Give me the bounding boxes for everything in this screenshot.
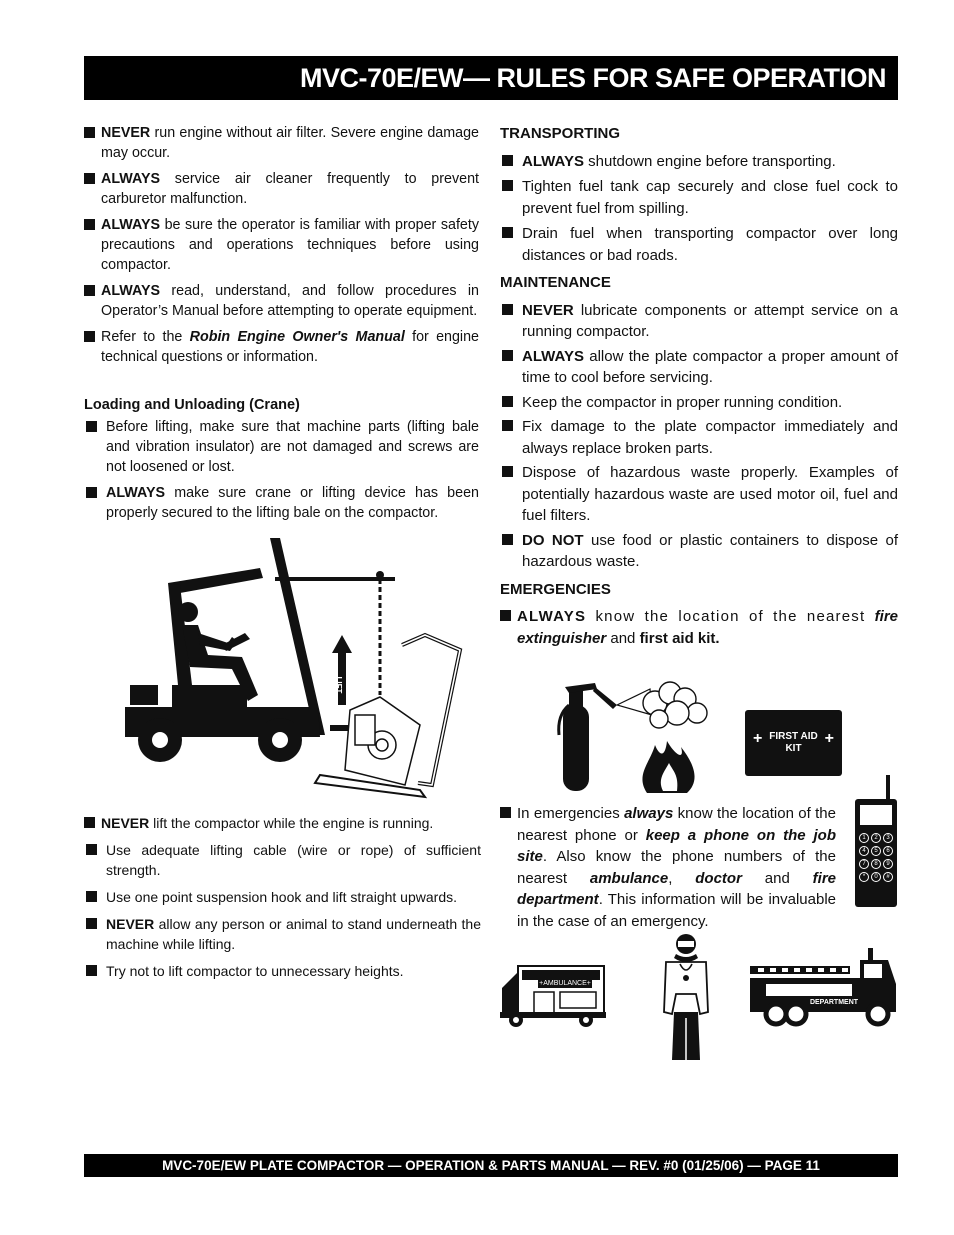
phone-key: 8 [871, 859, 881, 869]
phone-key: 6 [883, 846, 893, 856]
bullet-icon [84, 219, 95, 230]
fire-extinguisher-icon [555, 675, 720, 795]
page-title-banner: MVC-70E/EW— RULES FOR SAFE OPERATION [84, 56, 898, 100]
bullet-icon [502, 466, 513, 477]
bullet-icon [500, 610, 511, 621]
lifting-rules-list [84, 813, 481, 987]
fire-label-2: DEPARTMENT [809, 999, 859, 1006]
list-item: ALWAYS be sure the operator is familiar with proper safety precautions and operations techniques before using compactor. [84, 215, 479, 275]
list-item: ALWAYS make sure crane or lifting device has been properly secured to the lifting bale on the compactor. [84, 483, 479, 523]
phone-key: 7 [859, 859, 869, 869]
list-item: NEVER lift the compactor while the engine is running. [84, 813, 481, 833]
doctor-icon [660, 932, 712, 1064]
transporting-heading: TRANSPORTING [500, 125, 620, 142]
bullet-icon [86, 487, 97, 498]
list-item: Use one point suspension hook and lift straight upwards. [84, 887, 481, 907]
bullet-icon [84, 285, 95, 296]
bullet-icon [502, 155, 513, 166]
bullet-icon [502, 180, 513, 191]
bullet-icon [84, 817, 95, 828]
robin-manual-title: Robin Engine Owner's Manual [189, 329, 405, 345]
list-item: Refer to the Robin Engine Owner's Manual for engine technical questions or information. [84, 327, 479, 367]
bullet-icon [86, 844, 97, 855]
phone-keypad [859, 833, 895, 882]
mobile-phone-icon [855, 775, 897, 908]
emergencies-heading: EMERGENCIES [500, 580, 611, 598]
bullet-icon [86, 421, 97, 432]
first-aid-kit-icon: + + FIRST AID KIT [745, 710, 842, 776]
bullet-icon [84, 173, 95, 184]
phone-key: * [859, 872, 869, 882]
maintenance-heading: MAINTENANCE [500, 274, 611, 291]
list-item: NEVER lubricate components or attempt service on a running compactor. [500, 300, 898, 343]
phone-key: 4 [859, 846, 869, 856]
list-item: Fix damage to the plate compactor immediately and always replace broken parts. [500, 416, 898, 459]
phone-key: 5 [871, 846, 881, 856]
bullet-icon [502, 350, 513, 361]
list-item: NEVER allow any person or animal to stand underneath the machine while lifting. [84, 914, 481, 954]
list-item: Use adequate lifting cable (wire or rope) of sufficient strength. [84, 840, 481, 880]
bullet-icon [502, 396, 513, 407]
lift-label: LIFT [334, 676, 343, 694]
list-item: ALWAYS service air cleaner frequently to prevent carburetor malfunction. [84, 169, 479, 209]
fire-truck-icon [748, 948, 898, 1028]
right-column [500, 123, 898, 655]
ambulance-icon [500, 962, 606, 1028]
phone-key: 2 [871, 833, 881, 843]
forklift-lifting-compactor-illustration [120, 535, 470, 800]
bullet-icon [500, 807, 511, 818]
phone-key: 3 [883, 833, 893, 843]
bullet-icon [84, 127, 95, 138]
list-item: Dispose of hazardous waste properly. Examples of potentially hazardous waste are used motor oil, fuel and fuel filters. [500, 462, 898, 527]
phone-key: 9 [883, 859, 893, 869]
bullet-icon [86, 918, 97, 929]
list-item: In emergencies always know the location of the nearest phone or keep a phone on the job site. Also know the phone numbers of the nearest ambulance, doctor and fire department. This information will be invaluable in the case of an emergency. [500, 803, 836, 932]
list-item: Try not to lift compactor to unnecessary heights. [84, 961, 481, 981]
plus-icon: + [824, 730, 834, 747]
list-item: NEVER run engine without air filter. Severe engine damage may occur. [84, 123, 479, 163]
bullet-icon [502, 227, 513, 238]
list-item: Drain fuel when transporting compactor over long distances or bad roads. [500, 223, 898, 266]
list-item: ALWAYS read, understand, and follow procedures in Operator’s Manual before attempting to operate equipment. [84, 281, 479, 321]
phone-key: 1 [859, 833, 869, 843]
list-item: ALWAYS know the location of the nearest fire extinguisher and first aid kit. [500, 606, 898, 649]
phone-key: # [883, 872, 893, 882]
page-footer: MVC-70E/EW PLATE COMPACTOR — OPERATION & PARTS MANUAL — REV. #0 (01/25/06) — PAGE 11 [84, 1154, 898, 1177]
list-item: Keep the compactor in proper running condition. [500, 392, 898, 414]
list-item: ALWAYS allow the plate compactor a proper amount of time to cool before servicing. [500, 346, 898, 389]
list-item: DO NOT use food or plastic containers to dispose of hazardous waste. [500, 530, 898, 573]
bullet-icon [502, 534, 513, 545]
phone-key: 0 [871, 872, 881, 882]
crane-heading: Loading and Unloading (Crane) [84, 397, 300, 413]
bullet-icon [502, 420, 513, 431]
list-item: ALWAYS shutdown engine before transporting. [500, 151, 898, 173]
bullet-icon [86, 891, 97, 902]
bullet-icon [86, 965, 97, 976]
left-column [84, 123, 479, 529]
emergency-phone-paragraph [500, 803, 836, 938]
plus-icon: + [753, 730, 763, 747]
fire-label-1: FIRE [826, 991, 842, 998]
list-item: Before lifting, make sure that machine parts (lifting bale and vibration insulator) are not damaged and screws are not loosened or lost. [84, 417, 479, 477]
list-item: Tighten fuel tank cap securely and close fuel cock to prevent fuel from spilling. [500, 176, 898, 219]
bullet-icon [502, 304, 513, 315]
bullet-icon [84, 331, 95, 342]
ambulance-label: +AMBULANCE+ [539, 980, 591, 987]
